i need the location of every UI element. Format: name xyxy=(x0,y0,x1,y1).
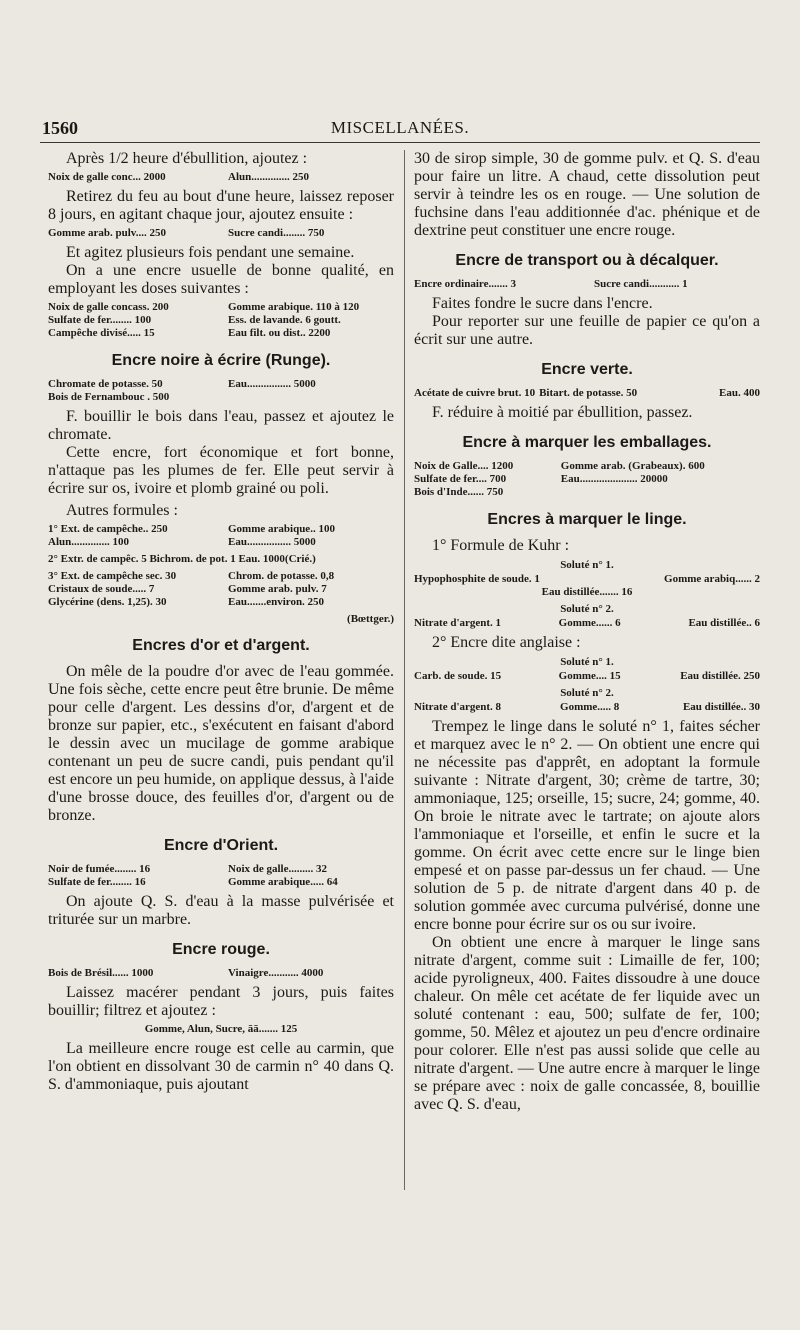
recipe-cell: Noix de galle conc... 2000 xyxy=(48,171,166,183)
recipe-cell: Nitrate d'argent. 1 xyxy=(414,617,502,629)
recipe-table xyxy=(414,573,760,599)
recipe-table xyxy=(48,171,394,184)
recipe-cell: 3° Ext. de campêche sec. 30 xyxy=(48,570,177,582)
recipe-cell: Ess. de lavande. 6 goutt. xyxy=(228,314,341,326)
recipe-cell: Nitrate d'argent. 8 xyxy=(414,701,502,713)
page-number: 1560 xyxy=(42,118,78,138)
recipe-cell: Gomme.... 15 xyxy=(558,670,621,682)
recipe-table xyxy=(48,863,394,889)
paragraph: Retirez du feu au bout d'une heure, laissez reposer 8 jours, en agitant chaque jour, ajoutez ensuite : xyxy=(48,188,394,223)
paragraph: La meilleure encre rouge est celle au carmin, que l'on obtient en dissolvant 30 de carmin n° 40 dans Q. S. d'ammoniaque, puis ajoutant xyxy=(48,1040,394,1093)
recipe-cell: Sucre candi........ 750 xyxy=(228,227,325,239)
paragraph: Faites fondre le sucre dans l'encre. xyxy=(432,295,653,312)
recipe-cell: Eau distillée.. 6 xyxy=(688,617,760,629)
recipe-cell: Encre ordinaire....... 3 xyxy=(414,278,516,290)
recipe-line: Gomme, Alun, Sucre, āā....... 125 xyxy=(144,1023,298,1035)
recipe-cell: 1° Ext. de campêche.. 250 xyxy=(48,523,168,535)
running-head: MISCELLANÉES. xyxy=(330,118,470,137)
recipe-cell: Eau. 400 xyxy=(719,387,760,399)
recipe-cell: Alun.............. 250 xyxy=(228,171,309,183)
recipe-cell: Gomme..... 8 xyxy=(560,701,620,713)
recipe-cell: Noix de galle concass. 200 xyxy=(48,301,169,313)
recipe-table xyxy=(48,227,394,240)
paragraph: Après 1/2 heure d'ébullition, ajoutez : xyxy=(66,150,308,167)
recipe-table xyxy=(414,387,760,400)
section-heading: Encre rouge. xyxy=(172,941,270,958)
subheading: 1° Formule de Kuhr : xyxy=(432,537,570,554)
recipe-cell xyxy=(228,391,394,404)
paragraph: Et agitez plusieurs fois pendant une semaine. xyxy=(66,244,355,261)
paragraph: On ajoute Q. S. d'eau à la masse pulvérisée et triturée sur un marbre. xyxy=(48,893,394,928)
recipe-cell: Campêche divisé..... 15 xyxy=(48,327,155,339)
recipe-cell: Gomme arab. pulv. 7 xyxy=(228,583,327,595)
section-heading: Encre noire à écrire (Runge). xyxy=(111,352,331,369)
recipe-cell: Gomme arab. pulv.... 250 xyxy=(48,227,166,239)
paragraph: On mêle de la poudre d'or avec de l'eau gommée. Une fois sèche, cette encre peut être brunie. De même pour celle d'argent. Les dessins d'or, d'argent et de bronze sur papier, etc., s'exécutent en faisant d'abord le dessin avec un mucilage de gomme arabique contenant un peu de sucre candi, puis pendant qu'il est encore un peu humide, on applique dessus, à l'aide d'une brosse douce, des feuilles d'or, d'argent ou de bronze. xyxy=(48,663,394,824)
subheading: Autres formules : xyxy=(66,502,178,519)
paragraph: On a une encre usuelle de bonne qualité, en employant les doses suivantes : xyxy=(48,262,394,297)
recipe-cell: Gomme arab. (Grabeaux). 600 xyxy=(560,460,705,472)
page-header xyxy=(42,118,758,142)
recipe-table xyxy=(414,617,760,630)
recipe-cell: Eau distillée.. 30 xyxy=(682,701,760,713)
recipe-cell: Chrom. de potasse. 0,8 xyxy=(228,570,335,582)
recipe-cell: Alun.............. 100 xyxy=(48,536,129,548)
subheading: 2° Encre dite anglaise : xyxy=(432,634,581,651)
recipe-cell: Sulfate de fer........ 16 xyxy=(48,876,146,888)
recipe-cell: Carb. de soude. 15 xyxy=(414,670,502,682)
recipe-table xyxy=(48,570,394,609)
section-heading: Encre à marquer les emballages. xyxy=(462,434,712,451)
attribution: (Bœttger.) xyxy=(347,613,394,625)
column-divider xyxy=(404,150,405,1190)
section-heading: Encres à marquer le linge. xyxy=(487,511,687,528)
recipe-cell: Hypophosphite de soude. 1 xyxy=(414,573,540,585)
recipe-cell: Vinaigre........... 4000 xyxy=(228,967,324,979)
recipe-cell: Eau.......environ. 250 xyxy=(228,596,325,608)
recipe-cell: Eau filt. ou dist.. 2200 xyxy=(228,327,331,339)
header-rule xyxy=(40,142,760,143)
section-heading: Encre d'Orient. xyxy=(163,837,279,854)
paragraph: Cette encre, fort économique et fort bonne, n'attaque pas les plumes de fer. Elle peut servir à écrire sur os, ivoire et plomb grainé ou poli. xyxy=(48,444,394,497)
recipe-cell: Gomme arabique.. 100 xyxy=(228,523,335,535)
recipe-cell: Eau distillée. 250 xyxy=(680,670,760,682)
recipe-cell: Glycérine (dens. 1,25). 30 xyxy=(48,596,167,608)
section-heading: Encre verte. xyxy=(541,361,633,378)
recipe-table xyxy=(414,701,760,714)
recipe-table xyxy=(414,460,760,499)
paragraph: Trempez le linge dans le soluté n° 1, faites sécher et marquez avec le n° 2. — On obtient une encre qui ne nécessite pas d'apprêt, en adoptant la formule suivante : Nitrate d'argent, 30; crème de tartre, 30; ammoniaque, 125; orseille, 15; sucre, 24; gomme, 40. On broie le nitrate avec le tartrate; on ajoute alors l'ammoniaque et l'orseille, et enfin le sucre et la gomme. On écrit avec cette encre sur le linge bien empesé et on passe par-dessus un fer chaud. — Une solution de 5 p. de nitrate d'argent dans 40 p. de solution gommée avec curcuma pulvérisé, donne une encre bonne pour écrire sur os ou sur ivoire. xyxy=(414,718,760,933)
recipe-line: 2° Extr. de campêc. 5 Bichrom. de pot. 1 Eau. 1000(Crié.) xyxy=(48,553,316,565)
recipe-cell: Bitart. de potasse. 50 xyxy=(539,387,638,399)
recipe-cell: Sulfate de fer.... 700 xyxy=(414,473,507,485)
recipe-table xyxy=(414,278,760,291)
recipe-table xyxy=(414,670,760,683)
recipe-cell: Eau................ 5000 xyxy=(228,378,316,390)
recipe-cell: Cristaux de soude..... 7 xyxy=(48,583,155,595)
recipe-cell: Sucre candi........... 1 xyxy=(594,278,688,290)
paragraph: 30 de sirop simple, 30 de gomme pulv. et Q. S. d'eau pour faire un litre. A chaud, cette dissolution peut servir à teindre les os en rouge. — Une solution de fuchsine dans l'eau additionnée d'ac. phénique et de dextrine peut constituer une encre rouge. xyxy=(414,150,760,239)
solution-label: Soluté n° 1. xyxy=(560,656,614,668)
recipe-cell: Bois de Fernambouc . 500 xyxy=(48,391,170,403)
solution-label: Soluté n° 2. xyxy=(560,687,614,699)
recipe-table xyxy=(48,523,394,549)
recipe-cell: Eau................ 5000 xyxy=(228,536,316,548)
paragraph: F. réduire à moitié par ébullition, passez. xyxy=(432,404,693,421)
paragraph: On obtient une encre à marquer le linge sans nitrate d'argent, comme suit : Limaille de fer, 100; acide pyroligneux, 400. Faites dissoudre à une douce chaleur. On mêle cet acétate de fer liquide avec un soluté contenant : eau, 500; sulfate de fer, 100; gomme, 50. Mêlez et ajoutez un peu d'encre ordinaire pour colorer. Elle n'est pas aussi solide que celle au nitrate d'argent. — Une autre encre à marquer le linge se prépare avec : noix de galle concassée, 8, bouillie avec Q. S. d'eau, xyxy=(414,934,760,1113)
recipe-cell: Noix de Galle.... 1200 xyxy=(414,460,514,472)
recipe-cell: Eau distillée....... 16 xyxy=(541,586,633,598)
recipe-cell: Gomme arabique. 110 à 120 xyxy=(228,301,360,313)
recipe-cell: Chromate de potasse. 50 xyxy=(48,378,163,390)
recipe-table xyxy=(48,967,394,980)
left-column xyxy=(48,150,394,1094)
recipe-cell: Acétate de cuivre brut. 10 xyxy=(414,387,536,399)
recipe-cell: Gomme arabique..... 64 xyxy=(228,876,338,888)
recipe-cell: Eau..................... 20000 xyxy=(560,473,668,485)
recipe-cell: Bois d'Inde...... 750 xyxy=(414,486,504,498)
recipe-cell: Noix de galle......... 32 xyxy=(228,863,327,875)
recipe-cell: Gomme...... 6 xyxy=(558,617,621,629)
recipe-table xyxy=(48,378,394,404)
right-column xyxy=(414,150,760,1114)
paragraph: Laissez macérer pendant 3 jours, puis faites bouillir; filtrez et ajoutez : xyxy=(48,984,394,1019)
recipe-table xyxy=(48,301,394,340)
recipe-cell: Bois de Brésil...... 1000 xyxy=(48,967,154,979)
recipe-cell: Sulfate de fer........ 100 xyxy=(48,314,152,326)
paragraph: Pour reporter sur une feuille de papier ce qu'on a écrit sur une autre. xyxy=(414,313,760,348)
recipe-cell xyxy=(561,486,760,499)
solution-label: Soluté n° 1. xyxy=(560,559,614,571)
solution-label: Soluté n° 2. xyxy=(560,603,614,615)
section-heading: Encre de transport ou à décalquer. xyxy=(455,252,719,269)
section-heading: Encres d'or et d'argent. xyxy=(132,637,310,654)
paragraph: F. bouillir le bois dans l'eau, passez et ajoutez le chromate. xyxy=(48,408,394,443)
recipe-cell: Gomme arabiq...... 2 xyxy=(664,573,760,585)
recipe-cell: Noir de fumée........ 16 xyxy=(48,863,151,875)
